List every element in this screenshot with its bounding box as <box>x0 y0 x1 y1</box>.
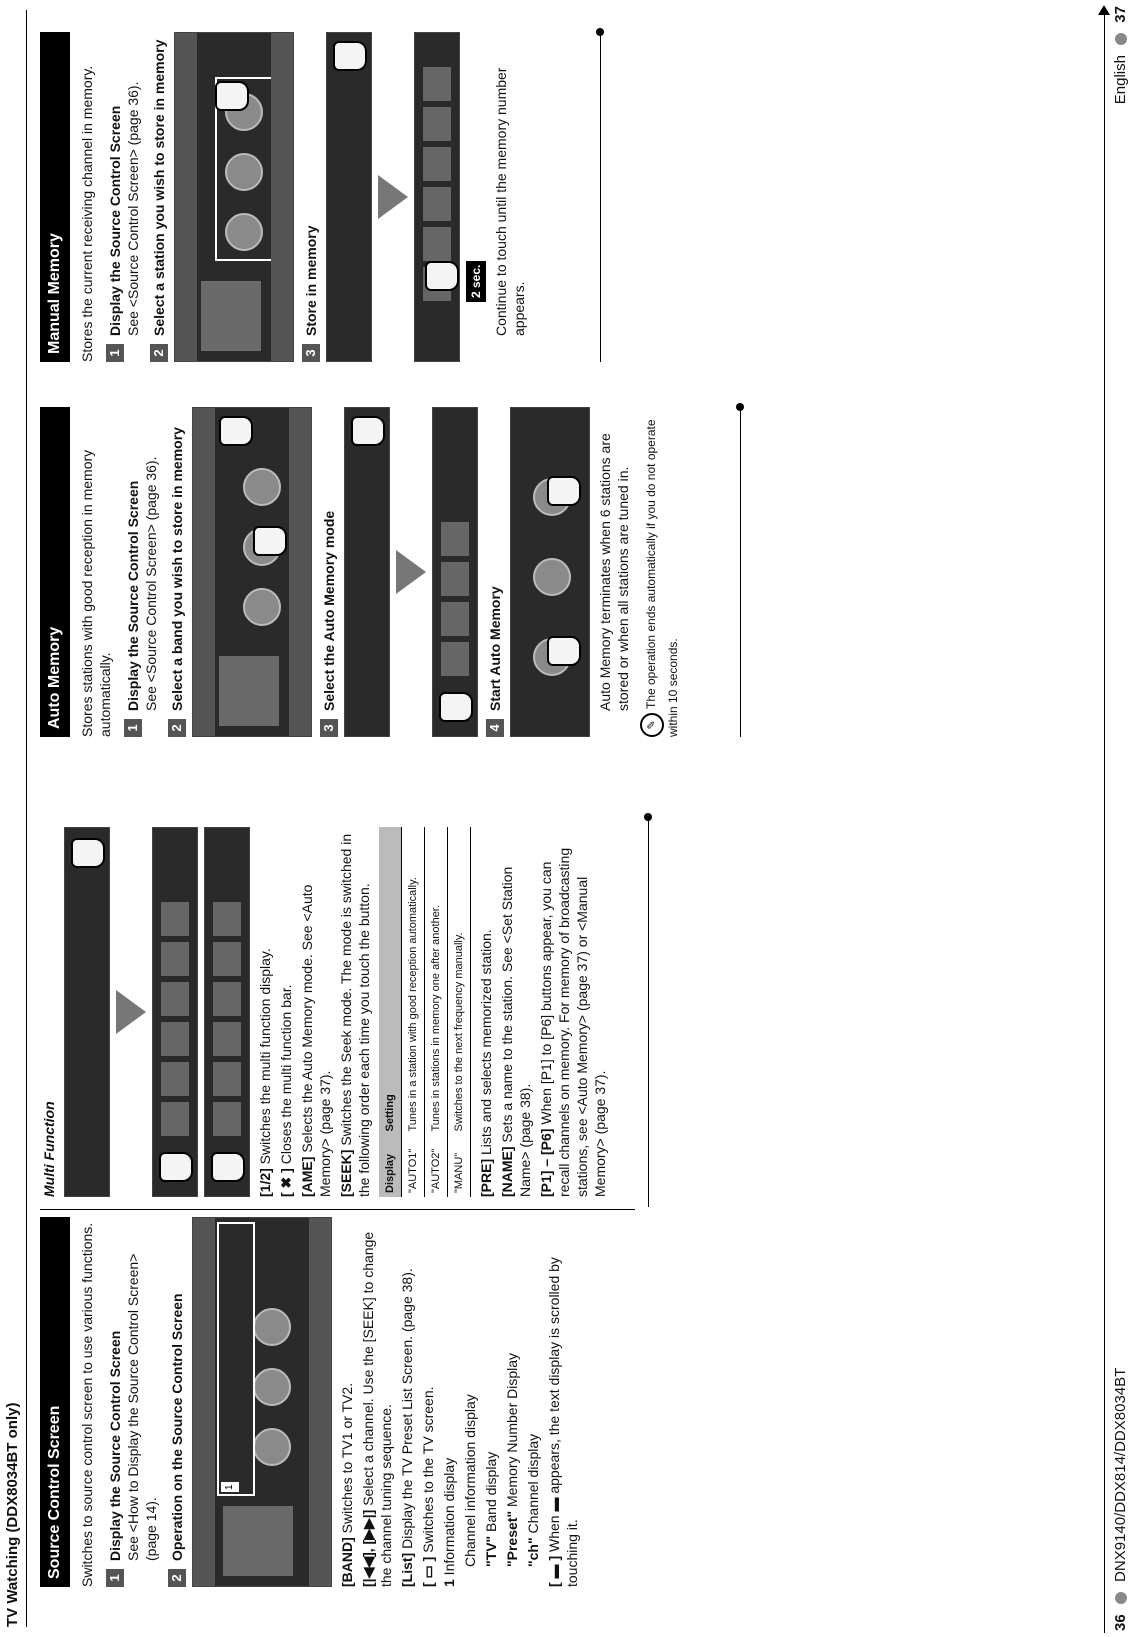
step-4 <box>486 407 504 737</box>
step-title: Operation on the Source Control Screen <box>169 1293 185 1561</box>
step-description: Continue to touch until the memory number appears. <box>493 67 527 336</box>
touch-hand-icon <box>253 526 287 556</box>
note: ✎The operation ends automatically if you do not operate within 10 seconds. <box>640 407 682 737</box>
step-2 <box>168 407 186 737</box>
language-label: English <box>1112 55 1129 105</box>
step-2 <box>168 1217 186 1587</box>
model-numbers: DNX9140/DDX814/DDX8034BT <box>1112 1367 1129 1582</box>
touch-hand-icon <box>215 81 249 111</box>
item-name: [NAME] Sets a name to the station. See <Set Station Name> (page 38). <box>499 866 533 1197</box>
footer-rule <box>1104 8 1105 1633</box>
multi-function-bar-1 <box>64 827 110 1197</box>
step-1 <box>106 1217 124 1587</box>
ame-bar-2 <box>432 407 478 737</box>
step-description: Auto Memory terminates when 6 stations are stored or when all stations are tuned in. <box>597 433 631 711</box>
step-title: Select a band you wish to store in memory <box>169 427 185 711</box>
section-intro: Switches to source control screen to use various functions. <box>79 1222 95 1587</box>
section-heading: Auto Memory <box>40 407 70 737</box>
section-intro: Stores the current receiving channel in memory. <box>79 65 95 362</box>
item-pre: [PRE] Lists and selects memorized station. <box>478 929 494 1197</box>
page-dot-icon <box>1115 33 1127 45</box>
auto-memory-column <box>40 407 682 737</box>
touch-hand-icon <box>219 416 253 446</box>
item-close: [ ✖ ] Closes the multi function bar. <box>278 984 294 1197</box>
preset-bar-2 <box>414 32 460 362</box>
section-end-dot <box>644 813 652 821</box>
tv-thumbnail <box>223 1506 293 1576</box>
info-tv: "TV" Band display <box>483 1451 499 1567</box>
step-title: Select the Auto Memory mode <box>321 510 337 711</box>
touch-hand-icon <box>439 692 473 722</box>
step-title: Start Auto Memory <box>487 586 503 711</box>
footer-left <box>1112 1368 1129 1631</box>
step-number: 2 <box>168 719 186 737</box>
step-number: 4 <box>486 719 504 737</box>
table-row: "AUTO1" Tunes in a station with good reception automatically. <box>402 827 425 1197</box>
seek-back-button-image <box>253 1428 291 1466</box>
step-number: 3 <box>302 344 320 362</box>
arrow-down-icon <box>378 175 408 219</box>
footer-right <box>1112 6 1129 104</box>
touch-hand-icon <box>333 41 367 71</box>
step-title: Display the Source Control Screen <box>107 1330 123 1561</box>
arrow-down-icon <box>116 990 146 1034</box>
section-end-dot <box>596 28 604 36</box>
item-info: 1 Information display <box>441 1457 457 1587</box>
footer-arrow-icon <box>1098 5 1110 15</box>
page-number-left: 36 <box>1112 1614 1129 1631</box>
info-marker: 1 <box>221 1482 239 1492</box>
page-number-right: 37 <box>1112 6 1129 23</box>
section-heading: Multi Function <box>41 1101 57 1197</box>
page-dot-icon <box>1115 1592 1127 1604</box>
step-number: 1 <box>106 1569 124 1587</box>
touch-hand-icon <box>547 636 581 666</box>
page-header-title: TV Watching (DDX8034BT only) <box>4 1402 21 1627</box>
step-title: Store in memory <box>303 225 319 336</box>
touch-hand-icon <box>71 838 105 868</box>
source-control-screenshot <box>192 1217 332 1587</box>
item-p1-p6: [P1] – [P6] When [P1] to [P6] buttons appear, you can recall channels on memory. For memory of broadcasting stations, see <Auto Memory> (page 37) or <Manual Memory> (page 37). <box>538 847 608 1197</box>
preset-bar-1 <box>326 32 372 362</box>
seek-mode-table <box>379 827 471 1197</box>
touch-hand-icon <box>351 416 385 446</box>
step-3 <box>302 32 320 362</box>
step-description: See <Source Control Screen> (page 36). <box>125 81 141 336</box>
info-ch: "ch" Channel display <box>525 1433 541 1567</box>
ame-bar-1 <box>344 407 390 737</box>
item-band: [BAND] Switches to TV1 or TV2. <box>339 1382 355 1587</box>
multi-function-bar-2 <box>152 827 198 1197</box>
step-2 <box>150 32 168 362</box>
list-button-image <box>253 1368 291 1406</box>
section-end-rule <box>740 407 741 737</box>
note-icon: ✎ <box>640 713 664 737</box>
table-row: "MANU" Switches to the next frequency manually. <box>448 827 471 1197</box>
arrow-down-icon <box>396 550 426 594</box>
item-1-2: [1/2] Switches the multi function display. <box>257 948 273 1197</box>
item-tv-screen: [ ▭ ] Switches to the TV screen. <box>420 1386 436 1587</box>
step-description: See <How to Display the Source Control Screen> (page 14). <box>125 1253 159 1561</box>
step-title: Select a station you wish to store in memory <box>151 39 167 336</box>
auto-memory-screenshot-1 <box>192 407 312 737</box>
item-ame: [AME] Selects the Auto Memory mode. See <Auto Memory> (page 37). <box>299 884 333 1197</box>
touch-hand-icon <box>159 1152 193 1182</box>
step-number: 2 <box>150 344 168 362</box>
step-1 <box>106 32 124 362</box>
step-number: 1 <box>124 719 142 737</box>
section-end-dot <box>736 403 744 411</box>
table-header: Setting <box>379 827 402 1136</box>
item-scroll: [ ▬ ] When ▬ appears, the text display is scrolled by touching it. <box>546 1257 580 1587</box>
hold-duration-badge: 2 sec. <box>466 32 486 302</box>
touch-hand-icon <box>547 476 581 506</box>
step-number: 3 <box>320 719 338 737</box>
step-1 <box>124 407 142 737</box>
section-end-rule <box>600 32 601 362</box>
table-header: Display <box>379 1136 402 1197</box>
info-highlight-frame <box>217 1222 255 1496</box>
manual-memory-column <box>40 32 528 362</box>
multi-function-bar-3 <box>204 827 250 1197</box>
manual-memory-screenshot <box>174 32 294 362</box>
source-control-column <box>40 1217 584 1587</box>
section-heading: Manual Memory <box>40 32 70 362</box>
column-divider <box>40 1209 635 1210</box>
table-row: "AUTO2" Tunes in stations in memory one after another. <box>425 827 448 1197</box>
item-list: [List] Display the TV Preset List Screen. (page 38). <box>399 1268 415 1587</box>
header-rule <box>26 10 27 1627</box>
multi-function-column <box>40 827 612 1197</box>
section-intro: Stores stations with good reception in memory automatically. <box>79 449 113 737</box>
info-preset: "Preset" Memory Number Display <box>504 1352 520 1567</box>
item-seek: [|◀◀], [▶▶|] Select a channel. Use the [SEEK] to change the channel tuning sequence. <box>360 1231 394 1587</box>
section-heading: Source Control Screen <box>40 1217 70 1587</box>
step-number: 1 <box>106 344 124 362</box>
step-number: 2 <box>168 1569 186 1587</box>
touch-hand-icon <box>425 261 459 291</box>
touch-hand-icon <box>211 1152 245 1182</box>
section-end-rule <box>648 817 649 1207</box>
step-title: Display the Source Control Screen <box>125 480 141 711</box>
step-3 <box>320 407 338 737</box>
auto-memory-screenshot-2 <box>510 407 590 737</box>
item-seek-mode: [SEEK] Switches the Seek mode. The mode is switched in the following order each time you touch the button. <box>338 833 372 1197</box>
info-sub: Channel information display <box>462 1394 478 1567</box>
step-title: Display the Source Control Screen <box>107 105 123 336</box>
seek-forward-button-image <box>253 1308 291 1346</box>
step-description: See <Source Control Screen> (page 36). <box>143 456 159 711</box>
